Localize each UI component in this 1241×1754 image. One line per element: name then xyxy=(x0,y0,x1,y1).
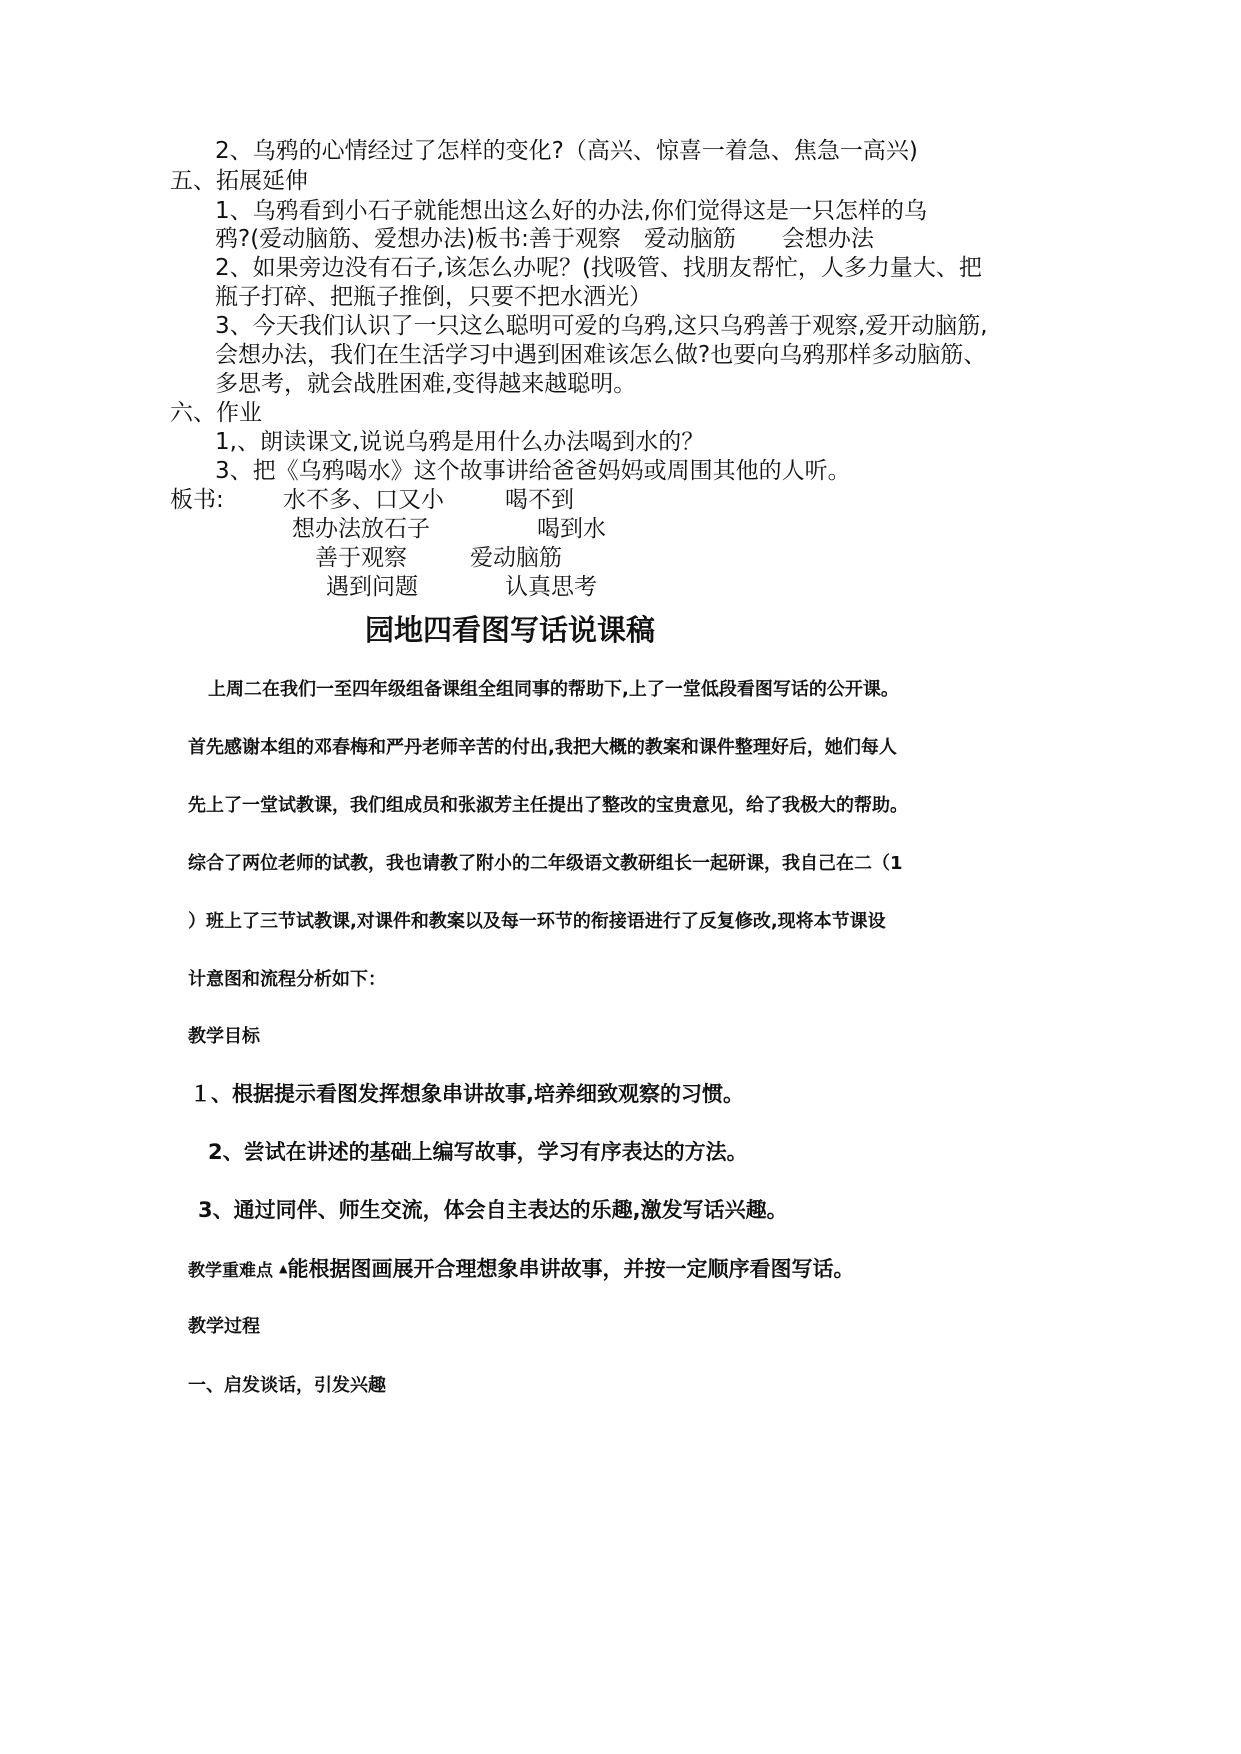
intro-line-3: 先上了一堂试教课，我们组成员和张淑芳主任提出了整改的宝贵意见，给了我极大的帮助。 xyxy=(188,795,908,816)
board-row-1-right: 喝不到 xyxy=(505,487,574,513)
goal-3: 3、通过同伴、师生交流，体会自主表达的乐趣,激发写话兴趣。 xyxy=(198,1198,788,1222)
intro-line-6: 计意图和流程分析如下： xyxy=(188,969,386,990)
question-mood-change: 2、乌鸦的心情经过了怎样的变化?（高兴、惊喜一着急、焦急一高兴) xyxy=(215,138,918,164)
extension-item-2-line-2: 瓶子打碎、把瓶子推倒，只要不把水洒光） xyxy=(215,284,652,310)
board-row-4-right: 认真思考 xyxy=(505,574,597,600)
board-row-3-left: 善于观察 xyxy=(315,545,407,571)
goal-1: １、根据提示看图发挥想象串讲故事,培养细致观察的习惯。 xyxy=(190,1082,744,1106)
board-row-2-left: 想办法放石子 xyxy=(292,516,430,542)
extension-item-1-line-2: 鸦?(爱动脑筋、爱想办法)板书:善于观察 爱动脑筋 会想办法 xyxy=(215,226,874,252)
teaching-process-heading: 教学过程 xyxy=(188,1316,260,1337)
extension-item-3-line-2: 会想办法，我们在生活学习中遇到困难该怎么做?也要向乌鸦那样多动脑筋、 xyxy=(215,342,987,368)
key-points-text: 能根据图画展开合理想象串讲故事，并按一定顺序看图写话。 xyxy=(287,1257,855,1281)
step-1-heading: 一、启发谈话，引发兴趣 xyxy=(188,1375,386,1396)
homework-item-3: 3、把《乌鸦喝水》这个故事讲给爸爸妈妈或周围其他的人听。 xyxy=(215,458,851,484)
key-points-line xyxy=(188,1256,854,1284)
triangle-mark-icon: ▲ xyxy=(279,1262,288,1275)
intro-line-2: 首先感谢本组的邓春梅和严丹老师辛苦的付出,我把大概的教案和课件整理好后，她们每人 xyxy=(188,737,897,758)
board-row-3-right: 爱动脑筋 xyxy=(470,545,562,571)
intro-line-1: 上周二在我们一至四年级组备课组全组同事的帮助下,上了一堂低段看图写话的公开课。 xyxy=(208,679,899,700)
extension-item-3-line-3: 多思考，就会战胜困难,变得越来越聪明。 xyxy=(215,371,637,397)
section-five-heading: 五、拓展延伸 xyxy=(170,168,308,194)
board-row-4-left: 遇到问题 xyxy=(326,574,418,600)
section-six-heading: 六、作业 xyxy=(170,400,262,426)
intro-line-4: 综合了两位老师的试教，我也请教了附小的二年级语文教研组长一起研课，我自己在二（1 xyxy=(188,853,903,874)
board-row-2-right: 喝到水 xyxy=(537,516,606,542)
blackboard-label: 板书: xyxy=(170,487,224,513)
extension-item-1-line-1: 1、乌鸦看到小石子就能想出这么好的办法,你们觉得这是一只怎样的乌 xyxy=(215,198,927,224)
teaching-goals-heading: 教学目标 xyxy=(188,1026,260,1047)
intro-line-5: ）班上了三节试教课,对课件和教案以及每一环节的衔接语进行了反复修改,现将本节课设 xyxy=(188,911,886,932)
goal-2: 2、尝试在讲述的基础上编写故事，学习有序表达的方法。 xyxy=(208,1140,748,1164)
board-row-1-left: 水不多、口又小 xyxy=(283,487,444,513)
extension-item-3-line-1: 3、今天我们认识了一只这么聪明可爱的乌鸦,这只乌鸦善于观察,爱开动脑筋, xyxy=(215,313,988,339)
document-title: 园地四看图写话说课稿 xyxy=(365,613,656,647)
extension-item-2-line-1: 2、如果旁边没有石子,该怎么办呢？(找吸管、找朋友帮忙，人多力量大、把 xyxy=(215,255,982,281)
homework-item-1: 1,、朗读课文,说说乌鸦是用什么办法喝到水的？ xyxy=(215,429,705,455)
key-points-label: 教学重难点 xyxy=(188,1261,273,1281)
